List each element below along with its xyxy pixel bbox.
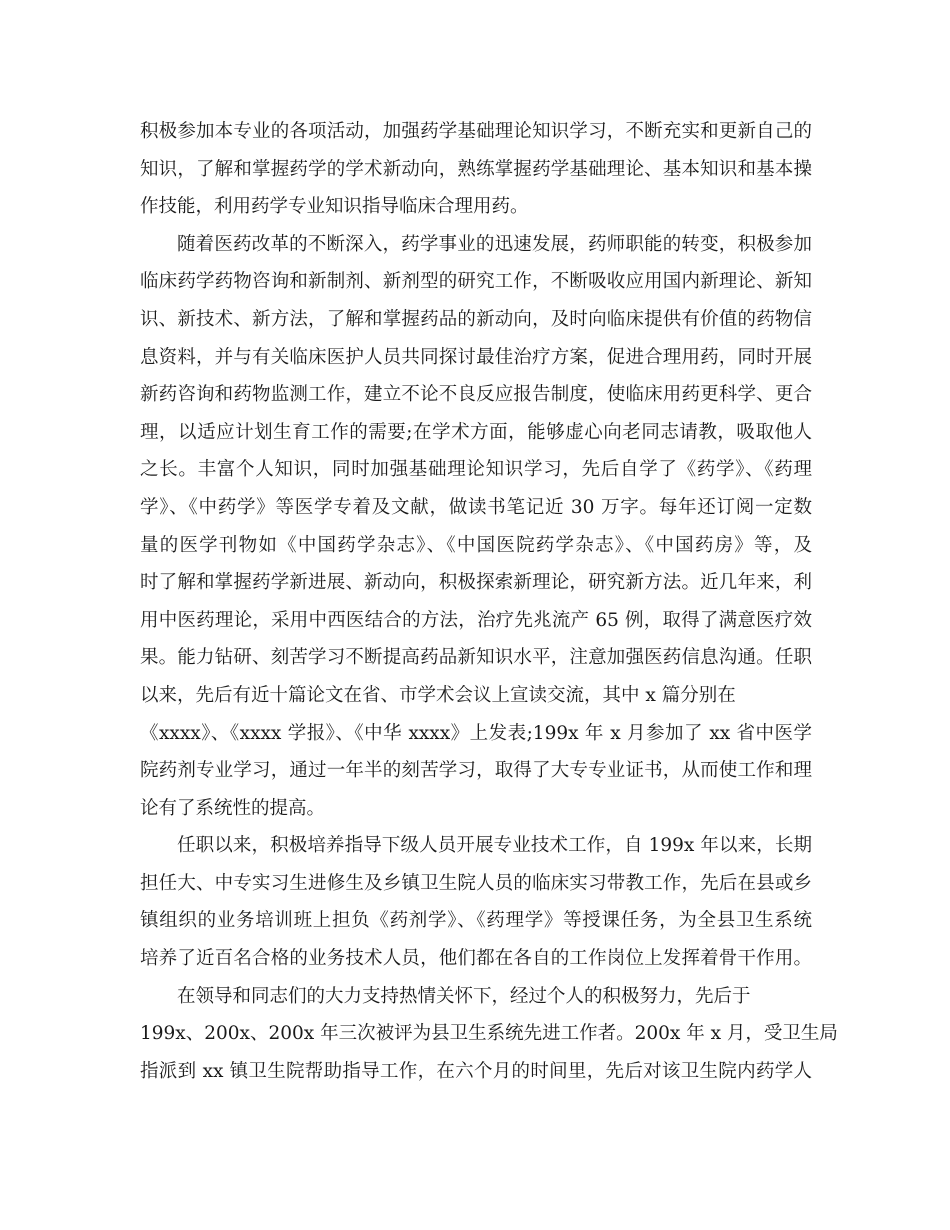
- text-line: 《xxxx》、《xxxx 学报》、《中华 xxxx》上发表;199x 年 x 月参加了 xx 省中医学: [140, 722, 812, 744]
- text-line: 息资料，并与有关临床医护人员共同探讨最佳治疗方案，促进合理用药，同时开展: [140, 346, 812, 368]
- text-line: 果。能力钻研、刻苦学习不断提高药品新知识水平，注意加强医药信息沟通。任职: [140, 647, 812, 669]
- paragraph-3: [140, 827, 812, 977]
- text-line: 担任大、中专实习生进修生及乡镇卫生院人员的临床实习带教工作，先后在县或乡: [140, 872, 812, 894]
- text-line: 积极参加本专业的各项活动，加强药学基础理论知识学习，不断充实和更新自己的: [140, 121, 812, 142]
- paragraph-2: [140, 226, 812, 828]
- text-line: 量的医学刊物如《中国药学杂志》、《中国医院药学杂志》、《中国药房》等，及: [140, 534, 812, 556]
- text-line: 理，以适应计划生育工作的需要;在学术方面，能够虚心向老同志请教，吸取他人: [140, 421, 812, 443]
- paragraph-4: [140, 978, 838, 1091]
- text-line: 镇组织的业务培训班上担负《药剂学》、《药理学》等授课任务，为全县卫生系统: [140, 910, 812, 932]
- text-line: 随着医药改革的不断深入，药学事业的迅速发展，药师职能的转变，积极参加: [177, 233, 812, 255]
- text-line: 知识，了解和掌握药学的学术新动向，熟练掌握药学基础理论、基本知识和基本操: [140, 158, 812, 180]
- text-line: 之长。丰富个人知识，同时加强基础理论知识学习，先后自学了《药学》、《药理: [140, 459, 812, 481]
- text-line: 任职以来，积极培养指导下级人员开展专业技术工作，自 199x 年以来，长期: [177, 835, 812, 857]
- text-line: 临床药学药物咨询和新制剂、新剂型的研究工作，不断吸收应用国内新理论、新知: [140, 271, 812, 293]
- text-line: 199x、200x、200x 年三次被评为县卫生系统先进工作者。200x 年 x 月，受卫生局: [140, 1023, 838, 1045]
- text-line: 在领导和同志们的大力支持热情关怀下，经过个人的积极努力，先后于: [177, 985, 751, 1007]
- text-line: 培养了近百名合格的业务技术人员，他们都在各自的工作岗位上发挥着骨干作用。: [140, 948, 812, 970]
- text-line: 院药剂专业学习，通过一年半的刻苦学习，取得了大专专业证书，从而使工作和理: [140, 760, 812, 782]
- text-line: 识、新技术、新方法，了解和掌握药品的新动向，及时向临床提供有价值的药物信: [140, 308, 812, 330]
- text-line: 作技能，利用药学专业知识指导临床合理用药。: [140, 196, 529, 218]
- text-line: 新药咨询和药物监测工作，建立不论不良反应报告制度，使临床用药更科学、更合: [140, 384, 812, 406]
- text-line: 以来，先后有近十篇论文在省、市学术会议上宣读交流，其中 x 篇分别在: [140, 684, 736, 706]
- document-body: [140, 113, 838, 1090]
- text-line: 时了解和掌握药学新进展、新动向，积极探索新理论，研究新方法。近几年来，利: [140, 572, 812, 594]
- text-line: 论有了系统性的提高。: [140, 797, 326, 819]
- text-line: 指派到 xx 镇卫生院帮助指导工作，在六个月的时间里，先后对该卫生院内药学人: [140, 1060, 812, 1082]
- text-line: 学》、《中药学》等医学专着及文献，做读书笔记近 30 万字。每年还订阅一定数: [140, 496, 812, 518]
- paragraph-1: [140, 113, 812, 226]
- text-line: 用中医药理论，采用中西医结合的方法，治疗先兆流产 65 例，取得了满意医疗效: [140, 609, 812, 631]
